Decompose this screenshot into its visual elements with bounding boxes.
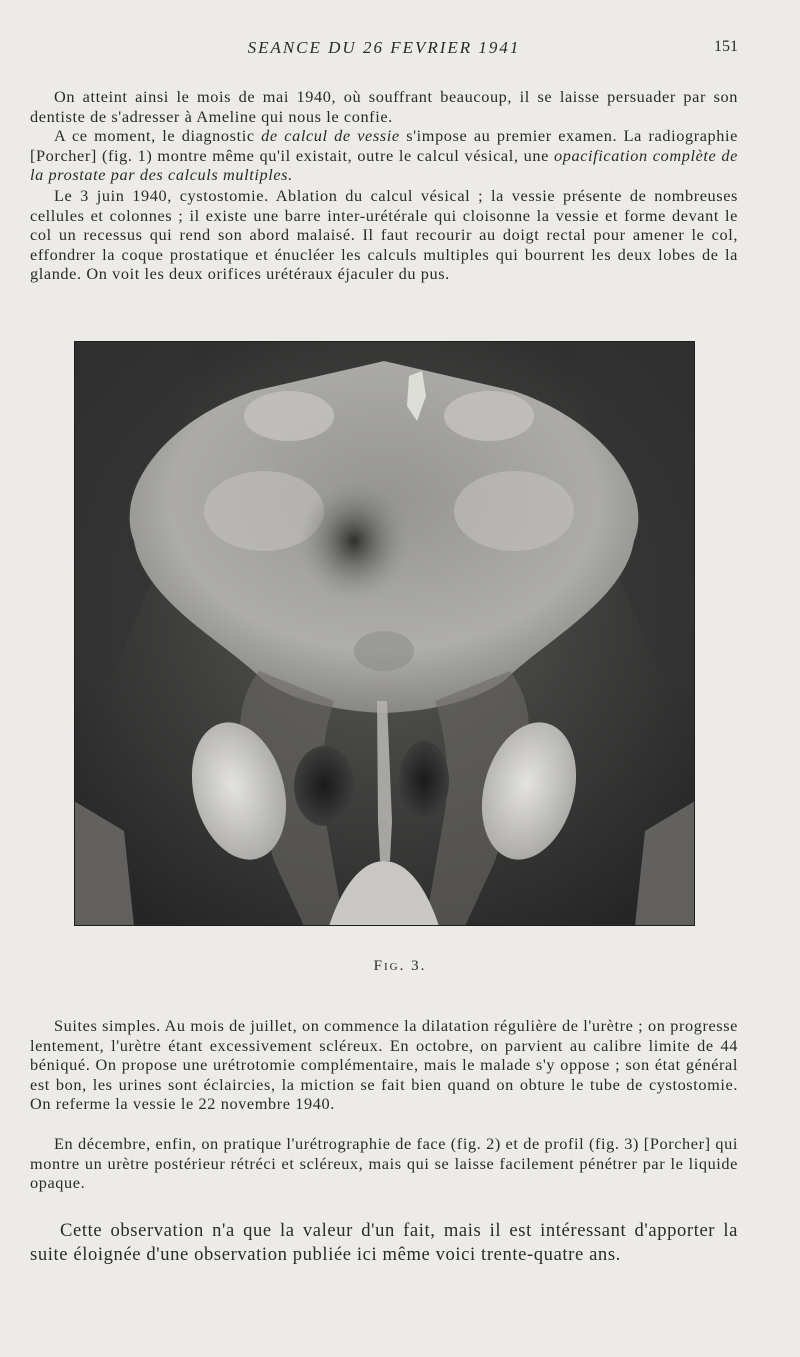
figure-caption: Fig. 3. <box>373 958 427 974</box>
paragraph-1: On atteint ainsi le mois de mai 1940, où souffrant beaucoup, il se laisse persuader par son dentiste de s'adresser à Ameline qui nous le confie. <box>30 87 738 126</box>
paragraph-5: En décembre, enfin, on pratique l'urétrographie de face (fig. 2) et de profil (fig. 3) [Porcher] qui montre un urètre postérieur rétréci et scléreux, mais qui se laisse facilement pénétrer par le liquide opaque. <box>30 1134 738 1193</box>
radiograph-image <box>74 341 695 926</box>
paragraph-2-text-a: A ce moment, le diagnostic <box>54 126 262 145</box>
paragraph-3: Le 3 juin 1940, cystostomie. Ablation du calcul vésical ; la vessie présente de nombreuses cellules et colonnes ; il existe une barre inter-urétérale qui cloisonne la vessie et forme devant le col un recessus qui rend son abord malaisé. Il faut recourir au doigt rectal pour amener le col, effondrer la coque prostatique et énucléer les calculs multiples qui bourrent les deux lobes de la glande. On voit les deux orifices urétéraux éjaculer du pus. <box>30 186 738 284</box>
radiograph-figure <box>74 341 695 926</box>
paragraph-6: Cette observation n'a que la valeur d'un fait, mais il est intéressant d'apporter la suite éloignée d'une observation publiée ici même voici trente-quatre ans. <box>30 1220 738 1265</box>
paragraph-2 <box>30 126 738 185</box>
running-header <box>30 38 738 60</box>
page-number: 151 <box>714 38 738 55</box>
paragraph-2-text-b: s'impose au premier examen. La radiographie [Porcher] (fig. 1) montre même qu'il existait, outre le calcul vésical, une <box>30 126 738 165</box>
paragraph-2-emphasis-a: de calcul de vessie <box>261 126 400 145</box>
header-title: SEANCE DU 26 FEVRIER 1941 <box>247 38 521 57</box>
paragraph-4: Suites simples. Au mois de juillet, on commence la dilatation régulière de l'urètre ; on progresse lentement, l'urètre étant excessivement scléreux. En octobre, on parvient au calibre limite de 44 béniqué. On propose une urétrotomie complémentaire, mais le malade s'y oppose ; son état général est bon, les urines sont éclaircies, la miction se fait bien quand on obture le tube de cystostomie. On referme la vessie le 22 novembre 1940. <box>30 1016 738 1114</box>
paragraph-2-emphasis-b: opacification complète de la prostate par des calculs multiples. <box>30 145 738 185</box>
